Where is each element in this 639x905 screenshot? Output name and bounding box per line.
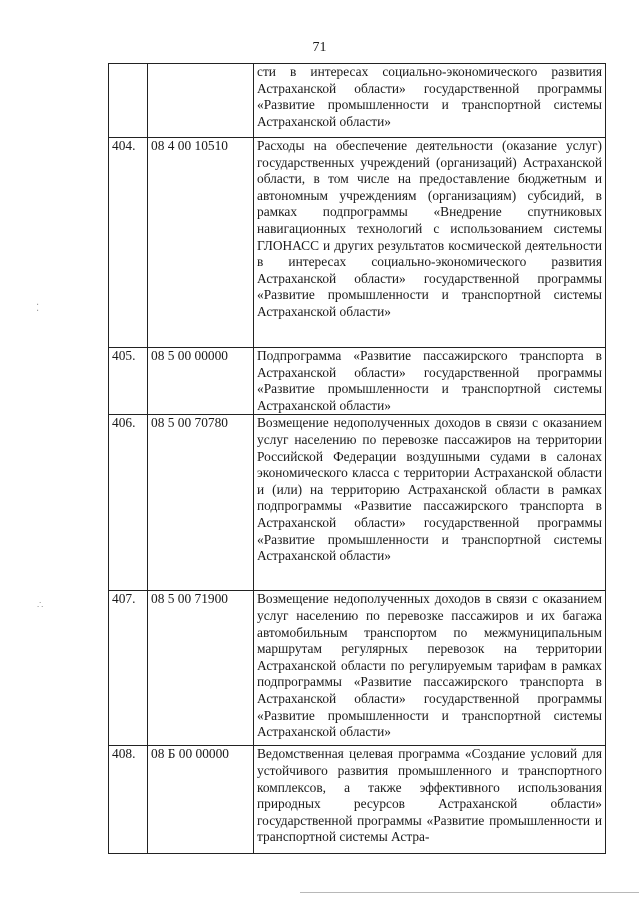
target-article-code: 08 Б 00 00000 [148, 746, 254, 854]
budget-classification-table [108, 63, 606, 854]
target-article-code: 08 5 00 71900 [148, 591, 254, 746]
scan-speck: ⁚ [36, 303, 40, 314]
scan-edge-line [300, 892, 639, 893]
row-number [109, 64, 148, 138]
scan-speck: ∴ [37, 600, 44, 611]
table-row [109, 591, 606, 746]
table-row [109, 138, 606, 348]
expense-description: Возмещение недополученных доходов в связи с оказанием услуг населению по перевозке пассажиров и их багажа автомобильным транспортом по межмуниципальным маршрутам регулярных перевозок на территории Астраханской области по регулируемым тарифам в рамках подпрограммы «Развитие пассажирского транспорта в Астраханской области» государственной программы «Развитие промышленности и транспортной системы Астраханской области» [254, 591, 606, 746]
row-number: 404. [109, 138, 148, 348]
expense-description: Подпрограмма «Развитие пассажирского транспорта в Астраханской области» государственной программы «Развитие промышленности и транспортной системы Астраханской области» [254, 348, 606, 415]
table-row [109, 348, 606, 415]
expense-description: Ведомственная целевая программа «Создание условий для устойчивого развития промышленного и транспортного комплексов, а также эффективного использования природных ресурсов Астраханской области» государственной программы «Развитие промышленности и транспортной системы Астра- [254, 746, 606, 854]
page-number: 71 [312, 40, 327, 55]
row-number: 407. [109, 591, 148, 746]
target-article-code: 08 5 00 00000 [148, 348, 254, 415]
row-number: 406. [109, 415, 148, 591]
table-row [109, 746, 606, 854]
row-number: 408. [109, 746, 148, 854]
table-row [109, 415, 606, 591]
expense-description: Расходы на обеспечение деятельности (оказание услуг) государственных учреждений (организаций) Астраханской области, в том числе на предоставление бюджетным и автономным учреждениям (организациям) субсидий, в рамках подпрограммы «Внедрение спутниковых навигационных технологий с использованием системы ГЛОНАСС и других результатов космической деятельности в интересах социально-экономического развития Астраханской области» государственной программы «Развитие промышленности и транспортной системы Астраханской области» [254, 138, 606, 348]
target-article-code: 08 5 00 70780 [148, 415, 254, 591]
table-row [109, 64, 606, 138]
expense-description: Возмещение недополученных доходов в связи с оказанием услуг населению по перевозке пассажиров на территории Российской Федерации воздушными судами в салонах экономического класса с территории Астраханской области и (или) на территорию Астраханской области в рамках подпрограммы «Развитие пассажирского транспорта в Астраханской области» государственной программы «Развитие промышленности и транспортной системы Астраханской области» [254, 415, 606, 591]
row-number: 405. [109, 348, 148, 415]
target-article-code: 08 4 00 10510 [148, 138, 254, 348]
expense-description: сти в интересах социально-экономического развития Астраханской области» государственной программы «Развитие промышленности и транспортной системы Астраханской области» [254, 64, 606, 138]
target-article-code [148, 64, 254, 138]
